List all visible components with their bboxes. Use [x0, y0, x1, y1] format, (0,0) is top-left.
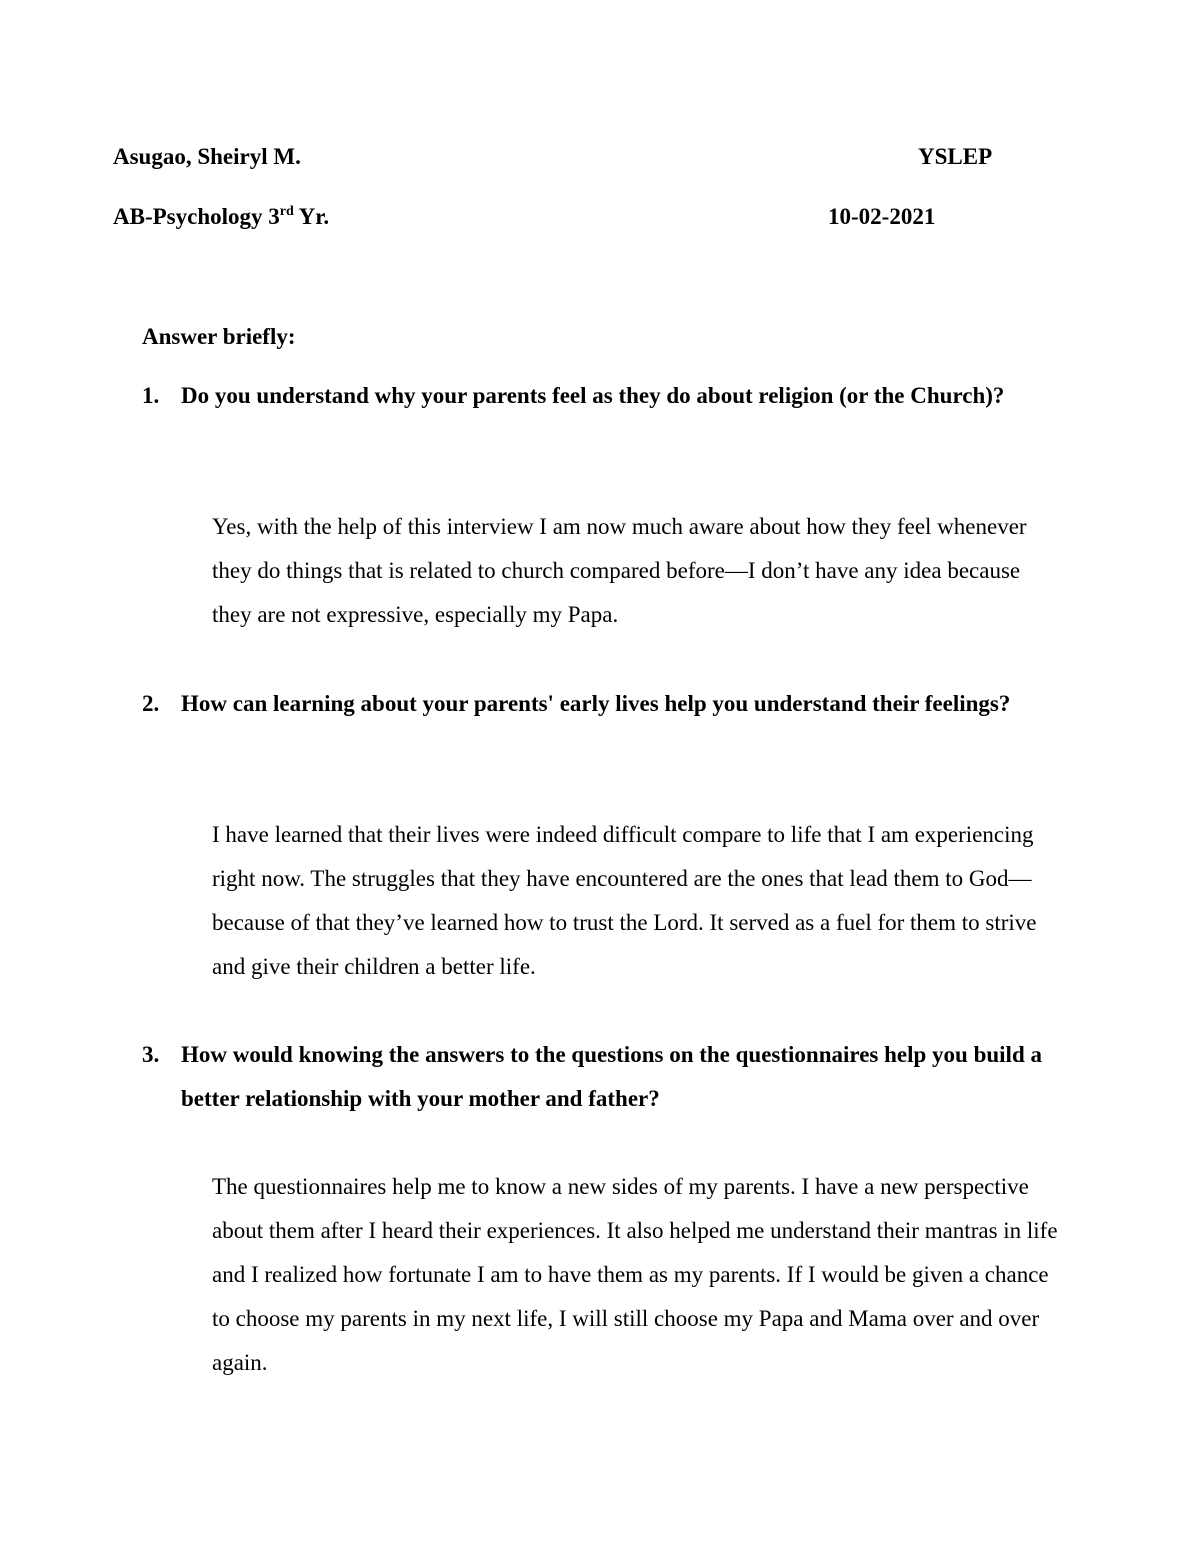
question-number: 3.: [142, 1042, 160, 1067]
instruction-heading: Answer briefly:: [142, 324, 296, 349]
question-number: 2.: [142, 691, 160, 716]
course-year: [113, 203, 329, 231]
course-superscript: rd: [279, 204, 294, 219]
course-suffix: Yr.: [293, 204, 330, 229]
program-code: YSLEP: [918, 144, 993, 169]
question-text: How can learning about your parents' early lives help you understand their feelings?: [181, 691, 1011, 716]
question-text: Do you understand why your parents feel as they do about religion (or the Church)?: [181, 383, 1005, 408]
answer-paragraph: I have learned that their lives were indeed difficult compare to life that I am experiencing right now. The struggles that they have encountered are the ones that lead them to God—because of that they’ve learned how to trust the Lord. It served as a fuel for them to strive and give their children a better life.: [212, 822, 1037, 979]
answer-paragraph: The questionnaires help me to know a new sides of my parents. I have a new perspective about them after I heard their experiences. It also helped me understand their mantras in life and I realized how fortunate I am to have them as my parents. If I would be given a chance to choose my parents in my next life, I will still choose my Papa and Mama over and over again.: [212, 1174, 1058, 1375]
answer-paragraph: Yes, with the help of this interview I am now much aware about how they feel whenever they do things that is related to church compared before—I don’t have any idea because they are not expressive, especially my Papa.: [212, 514, 1027, 627]
student-name: Asugao, Sheiryl M.: [113, 144, 301, 169]
question-number: 1.: [142, 383, 160, 408]
submission-date: 10-02-2021: [828, 204, 936, 229]
question-text: How would knowing the answers to the questions on the questionnaires help you build a better relationship with your mother and father?: [181, 1042, 1042, 1111]
course-prefix: AB-Psychology 3: [113, 204, 280, 229]
